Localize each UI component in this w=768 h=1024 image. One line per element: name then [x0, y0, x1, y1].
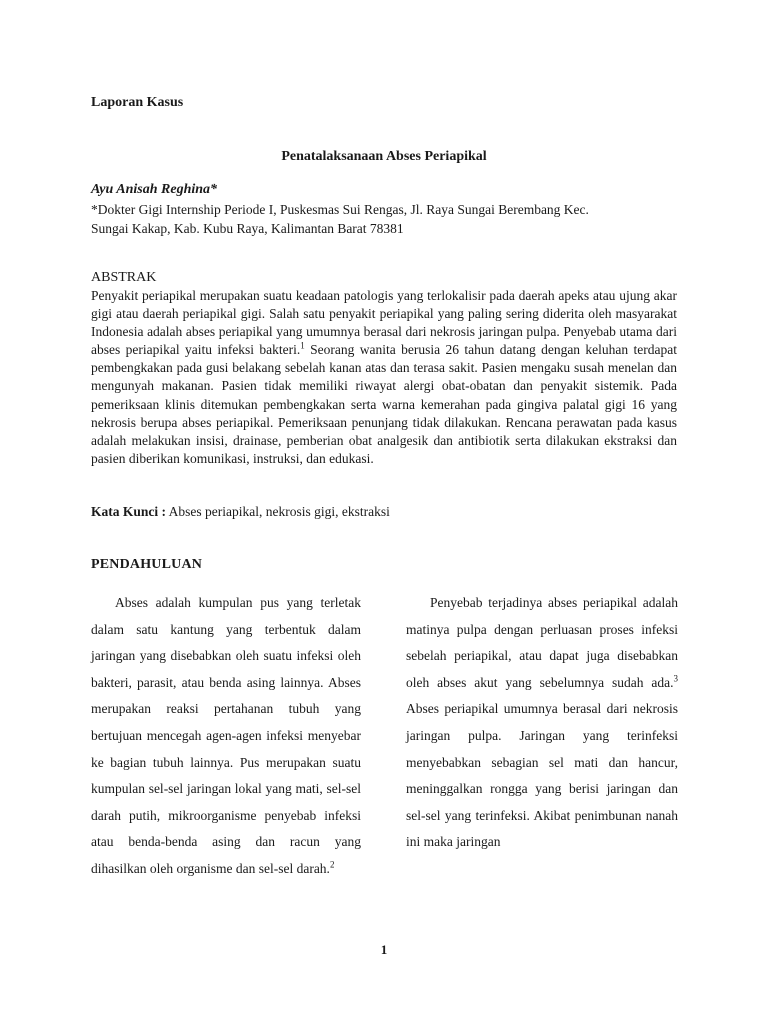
page-number: 1 — [380, 942, 388, 957]
abstract-body — [91, 287, 677, 468]
citation-3: 3 — [673, 673, 678, 684]
keywords-label: Kata Kunci : — [91, 504, 167, 519]
keywords — [91, 504, 390, 520]
affiliation-line-1: *Dokter Gigi Internship Periode I, Puskesmas Sui Rengas, Jl. Raya Sungai Berembang Kec. — [91, 202, 589, 217]
abstract-heading: ABSTRAK — [91, 270, 157, 285]
left-column-text: Abses adalah kumpulan pus yang terletak dalam satu kantung yang terbentuk dalam jaringan yang disebabkan oleh suatu infeksi oleh bakteri, parasit, atau benda asing lainnya. Abses merupakan reaksi pertahanan tubuh yang bertujuan mencegah agen-agen infeksi menyebar ke bagian tubuh lainnya. Pus merupakan suatu kumpulan sel-sel jaringan lokal yang mati, sel-sel darah putih, mikroorganisme penyebab infeksi atau benda-benda asing dan racun yang dihasilkan oleh organisme dan sel-sel darah. — [91, 595, 361, 876]
right-column-text-part-2: Abses periapikal umumnya berasal dari nekrosis jaringan pulpa. Jaringan yang terinfeksi menyebabkan sebagian sel mati dan hancur, meninggalkan rongga yang berisi jaringan dan sel-sel yang terinfeksi. Akibat penimbunan nanah ini maka jaringan — [406, 701, 678, 850]
keywords-text: Abses periapikal, nekrosis gigi, ekstraksi — [166, 504, 390, 519]
abstract-text-part-2: Seorang wanita berusia 26 tahun datang dengan keluhan terdapat pembengkakan pada gusi belakang sebelah kanan atas dan terasa sakit. Pasien mengaku susah menelan dan mengunyah makanan. Pasien tidak memiliki riwayat alergi obat-obatan dan penyakit sistemik. Pada pemeriksaan klinis ditemukan pembengkakan serta warna kemerahan pada gingiva palatal gigi 16 yang nekrosis berupa abses periapikal. Pemeriksaan penunjang tidak dilakukan. Rencana perawatan pada kasus adalah melakukan insisi, drainase, pemberian obat analgesik dan antibiotik serta dilakukan ekstraksi dan pasien diberikan komunikasi, instruksi, dan edukasi. — [91, 342, 678, 466]
introduction-heading: PENDAHULUAN — [91, 557, 203, 572]
case-report-label: Laporan Kasus — [91, 95, 184, 110]
abstract-text-part-1: Penyakit periapikal merupakan suatu keadaan patologis yang terlokalisir pada daerah apeks atau ujung akar gigi atau daerah periapikal gigi. Salah satu penyakit periapikal yang paling sering diderita oleh masyarakat Indonesia adalah abses periapikal yang umumnya berasal dari nekrosis jaringan pulpa. Penyebab utama dari abses periapikal yaitu infeksi bakteri. — [91, 288, 677, 358]
left-column — [91, 590, 361, 883]
citation-2: 2 — [329, 859, 335, 870]
affiliation — [91, 201, 691, 238]
affiliation-line-2: Sungai Kakap, Kab. Kubu Raya, Kalimantan Barat 78381 — [91, 221, 404, 236]
right-column — [406, 590, 678, 856]
right-column-text-part-1: Penyebab terjadinya abses periapikal adalah matinya pulpa dengan perluasan proses infeksi sebelah periapikal, atau dapat juga disebabkan oleh abses akut yang sebelumnya sudah ada. — [406, 595, 678, 690]
author-name: Ayu Anisah Reghina* — [91, 182, 218, 197]
citation-1: 1 — [300, 340, 305, 351]
paper-title: Penatalaksanaan Abses Periapikal — [281, 149, 487, 164]
